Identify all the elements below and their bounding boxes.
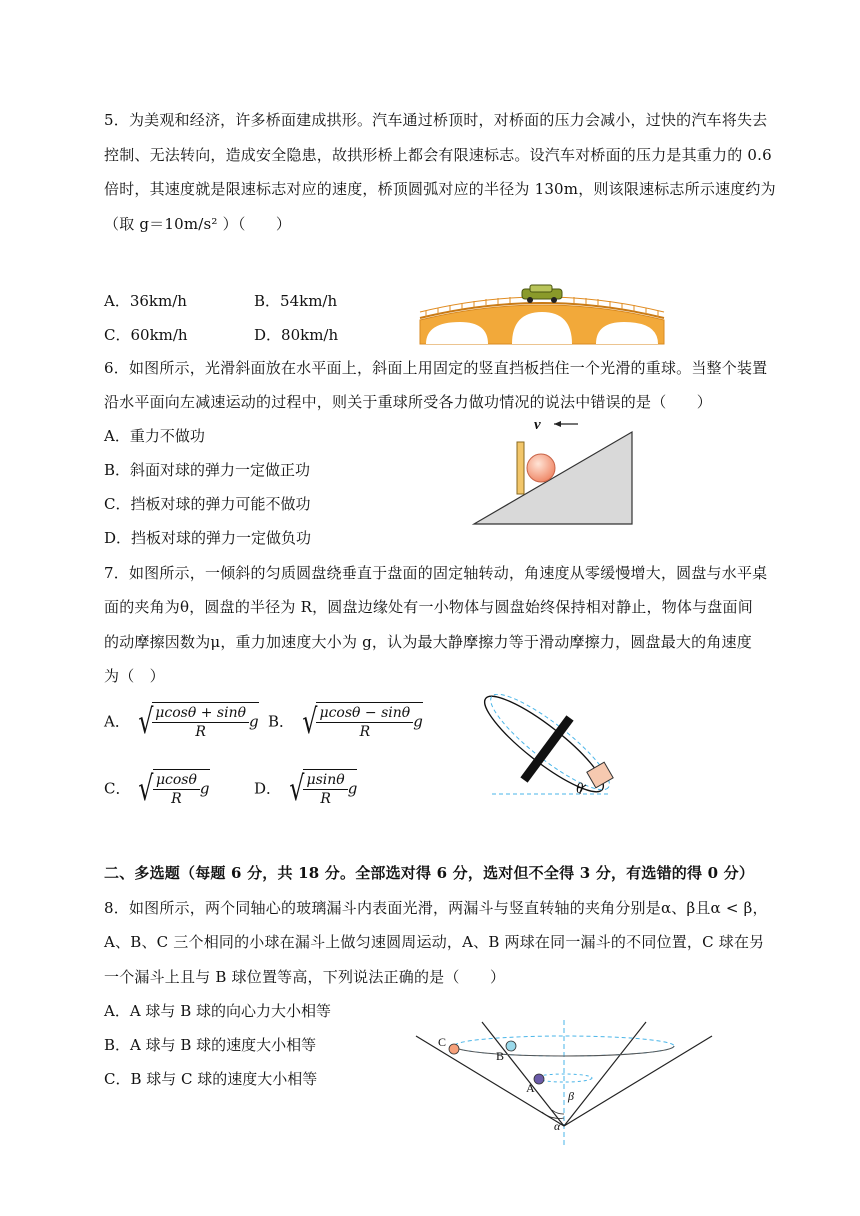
q8-option-b: B．A 球与 B 球的速度大小相等 bbox=[104, 1036, 317, 1054]
section-heading-multiple-choice: 二、多选题（每题 6 分，共 18 分。全部选对得 6 分，选对但不全得 3 分，有选错的得 0 分） bbox=[104, 864, 755, 882]
funnel-figure bbox=[412, 1018, 716, 1150]
q7-option-b: B． √ $\frac{\mu\cos\theta - \sin\theta}{R}$ g bbox=[268, 701, 423, 742]
arch-bridge-figure bbox=[416, 282, 668, 346]
velocity-label: v bbox=[534, 417, 541, 433]
ball-b-label: B bbox=[496, 1049, 505, 1063]
alpha-label: α bbox=[554, 1119, 561, 1133]
q7-line4: 为（ ） bbox=[104, 667, 165, 685]
incline-ball-figure bbox=[470, 412, 638, 528]
q5-line1: 5．为美观和经济，许多桥面建成拱形。汽车通过桥顶时，对桥面的压力会减小，过快的汽车将失去 bbox=[104, 111, 768, 129]
q7-option-c: C． √ $\frac{\mu\cos\theta}{R}$ g bbox=[104, 768, 210, 809]
q5-line2: 控制、无法转向，造成安全隐患，故拱形桥上都会有限速标志。设汽车对桥面的压力是其重力的 0.6 bbox=[104, 146, 772, 164]
q7-line1: 7．如图所示，一倾斜的匀质圆盘绕垂直于盘面的固定轴转动，角速度从零缓慢增大，圆盘与水平桌 bbox=[104, 564, 768, 582]
q8-line2: A、B、C 三个相同的小球在漏斗上做匀速圆周运动，A、B 两球在同一漏斗的不同位置，C 球在另 bbox=[104, 933, 765, 951]
q6-option-c: C．挡板对球的弹力可能不做功 bbox=[104, 495, 311, 513]
tilted-disc-figure bbox=[482, 694, 622, 804]
q6-option-b: B．斜面对球的弹力一定做正功 bbox=[104, 461, 311, 479]
q6-option-a: A．重力不做功 bbox=[104, 427, 205, 445]
q8-option-c: C．B 球与 C 球的速度大小相等 bbox=[104, 1070, 318, 1088]
beta-label: β bbox=[568, 1089, 574, 1103]
q5-line4: （取 g＝10m/s² ）（ ） bbox=[104, 215, 292, 233]
q8-line3: 一个漏斗上且与 B 球位置等高，下列说法正确的是（ ） bbox=[104, 968, 506, 986]
q8-option-a: A．A 球与 B 球的向心力大小相等 bbox=[104, 1002, 331, 1020]
q5-option-a: A．36km/h bbox=[104, 292, 187, 310]
q6-option-d: D．挡板对球的弹力一定做负功 bbox=[104, 529, 312, 547]
q8-line1: 8．如图所示，两个同轴心的玻璃漏斗内表面光滑，两漏斗与竖直转轴的夹角分别是α、β且α < β， bbox=[104, 899, 768, 917]
q5-option-b: B．54km/h bbox=[254, 292, 338, 310]
q5-line3: 倍时，其速度就是限速标志对应的速度，桥顶圆弧对应的半径为 130m，则该限速标志所示速度约为 bbox=[104, 180, 776, 198]
q5-option-c: C．60km/h bbox=[104, 326, 188, 344]
q6-line1: 6．如图所示，光滑斜面放在水平面上，斜面上用固定的竖直挡板挡住一个光滑的重球。当整个装置 bbox=[104, 359, 768, 377]
q7-line3: 的动摩擦因数为μ，重力加速度大小为 g，认为最大静摩擦力等于滑动摩擦力，圆盘最大的角速度 bbox=[104, 633, 752, 651]
q7-option-a: A． √ $\frac{\mu\cos\theta + \sin\theta}{R}$ g bbox=[104, 701, 259, 742]
q7-option-d: D． √ $\frac{\mu\sin\theta}{R}$ g bbox=[254, 768, 358, 809]
q7-line2: 面的夹角为θ，圆盘的半径为 R，圆盘边缘处有一小物体与圆盘始终保持相对静止，物体与盘面间 bbox=[104, 598, 753, 616]
theta-label: θ bbox=[576, 781, 584, 797]
q6-line2: 沿水平面向左减速运动的过程中，则关于重球所受各力做功情况的说法中错误的是（ ） bbox=[104, 393, 713, 411]
q5-option-d: D．80km/h bbox=[254, 326, 339, 344]
ball-c-label: C bbox=[438, 1035, 447, 1049]
ball-a-label: A bbox=[526, 1081, 535, 1095]
